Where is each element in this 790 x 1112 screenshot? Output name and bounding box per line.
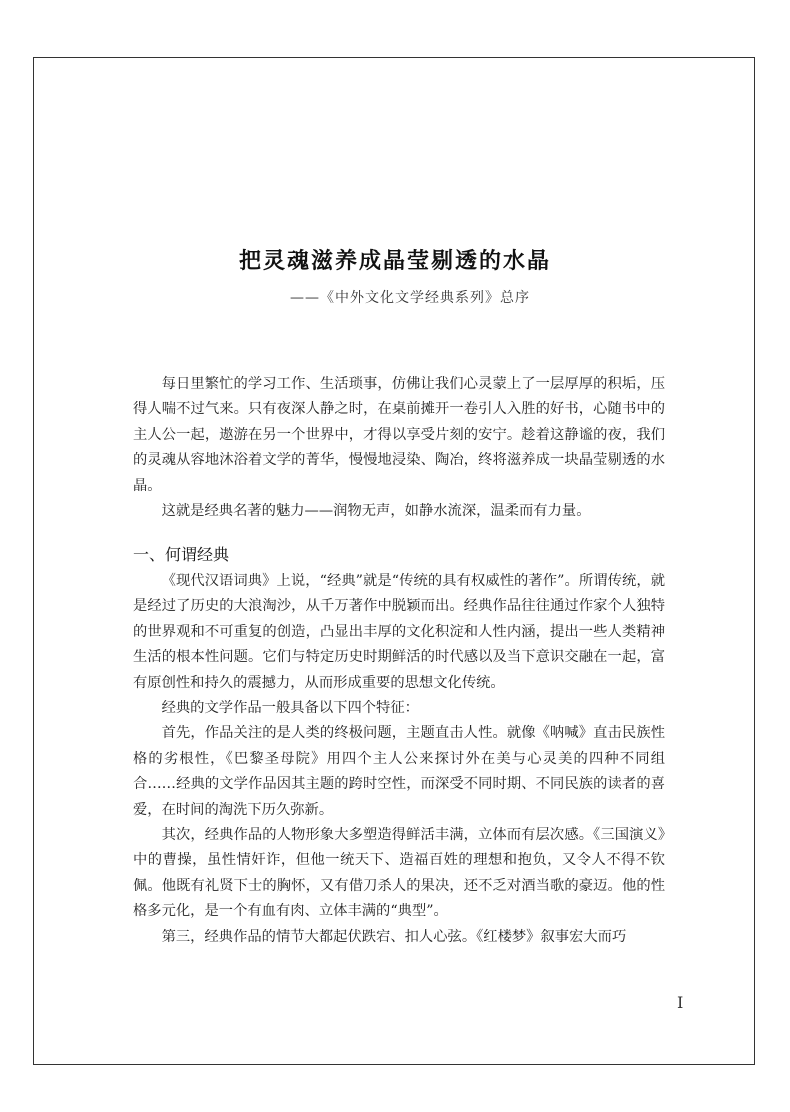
intro-text <box>133 372 665 524</box>
paragraph: 每日里繁忙的学习工作、生活琐事，仿佛让我们心灵蒙上了一层厚厚的积垢，压得人喘不过气来。只有夜深人静之时，在桌前摊开一卷引人入胜的好书，心随书中的主人公一起，遨游在另一个世界中，才得以享受片刻的安宁。趁着这静谧的夜，我们的灵魂从容地沐浴着文学的菁华，慢慢地浸染、陶冶，终将滋养成一块晶莹剔透的水晶。 <box>133 376 665 494</box>
page-number: I <box>677 993 684 1012</box>
paragraph: 这就是经典名著的魅力——润物无声，如静水流深，温柔而有力量。 <box>161 503 591 520</box>
paragraph: 第三，经典作品的情节大都起伏跌宕、扣人心弦。《红楼梦》叙事宏大而巧 <box>161 928 627 945</box>
paragraph: 首先，作品关注的是人类的终极问题，主题直击人性。就像《呐喊》直击民族性格的劣根性，《巴黎圣母院》用四个主人公来探讨外在美与心灵美的四种不同组合……经典的文学作品因其主题的跨时空性，而深受不同时期、不同民族的读者的喜爱，在时间的淘洗下历久弥新。 <box>133 725 665 818</box>
paragraph: 其次，经典作品的人物形象大多塑造得鲜活丰满，立体而有层次感。《三国演义》中的曹操，虽性情奸诈，但他一统天下、造福百姓的理想和抱负，又令人不得不钦佩。他既有礼贤下士的胸怀，又有借刀杀人的果决，还不乏对酒当歌的豪迈。他的性格多元化，是一个有血有肉、立体丰满的“典型”。 <box>133 827 665 920</box>
page-title: 把灵魂滋养成晶莹剔透的水晶 <box>238 248 551 274</box>
paragraph: 《现代汉语词典》上说，“经典”就是“传统的具有权威性的著作”。所谓传统，就是经过了历史的大浪淘沙，从千万著作中脱颖而出。经典作品往往通过作家个人独特的世界观和不可重复的创造，凸显出丰厚的文化积淀和人性内涵，提出一些人类精神生活的根本性问题。它们与特定历史时期鲜活的时代感以及当下意识交融在一起，富有原创性和持久的震撼力，从而形成重要的思想文化传统。 <box>133 573 665 691</box>
section-heading: 一、何谓经典 <box>133 545 230 564</box>
section-body <box>133 569 665 950</box>
paragraph: 经典的文学作品一般具备以下四个特征： <box>161 700 419 717</box>
page-subtitle: ——《中外文化文学经典系列》总序 <box>290 290 530 306</box>
